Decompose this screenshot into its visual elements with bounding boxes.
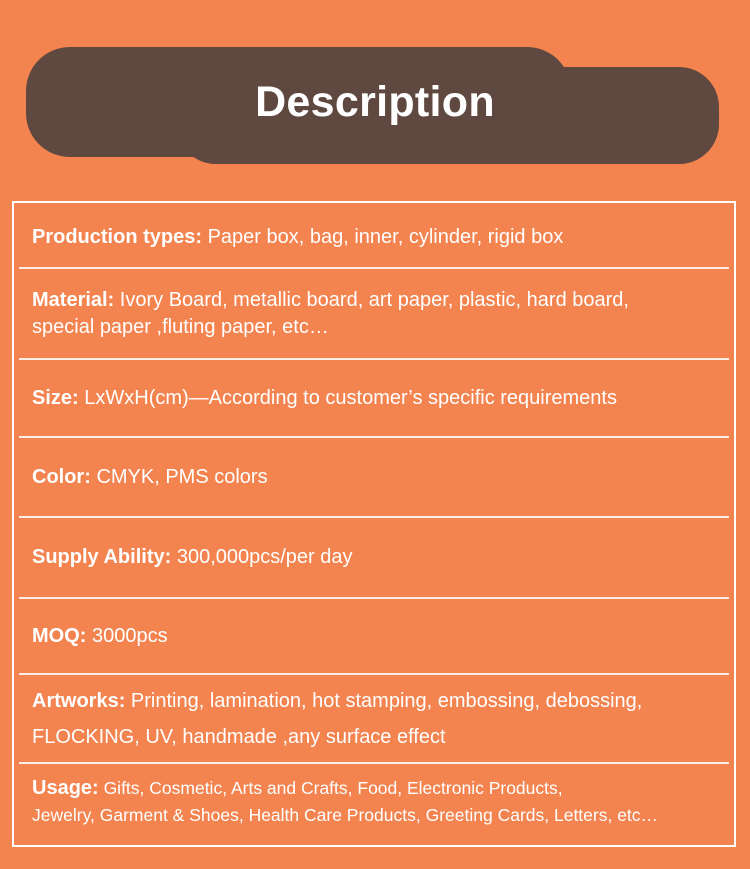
spec-row-supply-ability — [19, 518, 729, 599]
spec-label: Material: — [32, 288, 115, 311]
spec-row-material — [19, 269, 729, 360]
spec-table — [12, 201, 736, 847]
spec-label: Artworks: — [32, 689, 126, 712]
description-banner — [0, 0, 750, 170]
spec-value: 3000pcs — [86, 624, 168, 647]
spec-label: Production types: — [32, 226, 203, 248]
spec-row-color — [19, 438, 729, 518]
spec-label: Usage: — [32, 777, 99, 799]
spec-row-production-types — [19, 208, 729, 269]
spec-row-usage — [19, 764, 729, 840]
spec-row-moq — [19, 599, 729, 675]
spec-value: CMYK, PMS colors — [90, 465, 268, 488]
spec-label: Size: — [32, 386, 79, 409]
spec-row-artworks — [19, 675, 729, 764]
spec-row-size — [19, 360, 729, 438]
spec-row-text — [32, 544, 716, 571]
spec-row-text — [32, 623, 716, 650]
spec-label: MOQ: — [32, 624, 87, 647]
spec-value: Ivory Board, metallic board, art paper, plastic, hard board, special paper ,fluting paper, etc… — [32, 288, 629, 338]
page-title: Description — [255, 78, 495, 126]
spec-row-text — [32, 464, 716, 491]
spec-row-text — [32, 775, 716, 829]
spec-row-text — [32, 683, 716, 755]
spec-value: Paper box, bag, inner, cylinder, rigid box — [202, 226, 564, 248]
spec-value: 300,000pcs/per day — [171, 546, 353, 568]
spec-value: Gifts, Cosmetic, Arts and Crafts, Food, Electronic Products, Jewelry, Garment & Shoes, Health Care Products, Greeting Cards, Letters, etc… — [32, 778, 659, 825]
spec-row-text — [32, 224, 716, 251]
spec-value: LxWxH(cm)—According to customer’s specific requirements — [78, 386, 617, 409]
spec-value: Printing, lamination, hot stamping, embossing, debossing, FLOCKING, UV, handmade ,any surface effect — [32, 689, 643, 748]
spec-row-text — [32, 385, 716, 412]
spec-label: Color: — [32, 465, 91, 488]
spec-label: Supply Ability: — [32, 546, 172, 568]
spec-row-text — [32, 287, 716, 341]
